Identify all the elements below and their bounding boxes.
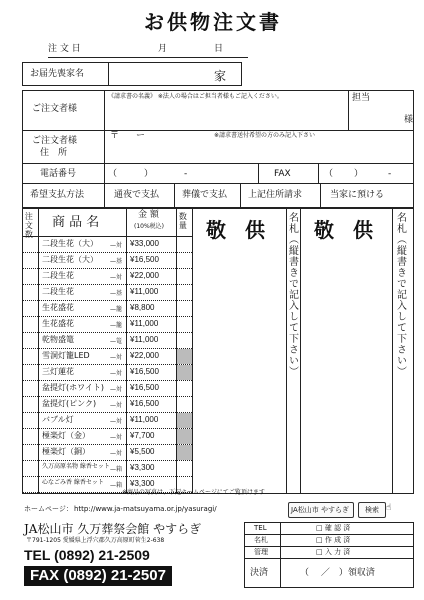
order-count-cell[interactable] <box>23 412 38 428</box>
address-label-2: 住 所 <box>40 148 68 158</box>
product-unit: —対 <box>110 370 123 377</box>
product-price: ¥8,800 <box>130 303 155 312</box>
company-tel: TEL (0892) 21-2509 <box>24 547 150 563</box>
phone-dash: - <box>184 169 188 179</box>
company-name: JA松山市 久万葬祭会館 やすらぎ <box>24 522 202 536</box>
order-count-cell[interactable] <box>23 316 38 332</box>
order-count-cell[interactable] <box>23 460 38 476</box>
order-count-cell[interactable] <box>23 396 38 412</box>
kuyo-left: 敬 供 <box>206 218 271 242</box>
office-tel-check[interactable]: □ 確 認 済 <box>316 524 351 532</box>
order-count-cell[interactable] <box>23 428 38 444</box>
product-price: ¥11,000 <box>130 415 159 424</box>
product-unit: —対 <box>110 450 123 457</box>
order-form-sheet <box>18 8 416 592</box>
product-unit: —対 <box>110 274 123 281</box>
product-price: ¥22,000 <box>130 271 159 280</box>
order-count-cell[interactable] <box>23 444 38 460</box>
payment-option-address[interactable]: 上記住所請求 <box>248 190 303 200</box>
family-name-label: お届先喪家名 <box>30 69 85 79</box>
pointer-icon: ☝ <box>386 503 392 513</box>
photo-note: ※商品の写真は、下記ホームページにてご覧頂けます <box>122 489 265 496</box>
address-label-1: ご注文者様 <box>32 136 78 146</box>
row-divider <box>22 268 192 269</box>
order-count-cell[interactable] <box>23 380 38 396</box>
row-divider <box>22 332 192 333</box>
count-header: 注文数 <box>24 212 34 239</box>
office-settle-text[interactable]: （ ／ ）領収済 <box>300 568 375 578</box>
nameplate-right-field[interactable] <box>302 244 390 492</box>
product-unit: —基 <box>110 290 123 297</box>
product-name: 生花盛花 <box>42 319 74 328</box>
product-unit: —対 <box>110 354 123 361</box>
product-price: ¥22,000 <box>130 351 159 360</box>
product-unit: —基 <box>110 258 123 265</box>
product-unit: —対 <box>110 242 123 249</box>
phone-paren-open: （ <box>108 169 118 179</box>
form-title: お供物注文書 <box>144 10 282 34</box>
kuyo-right: 敬 供 <box>314 218 379 242</box>
product-unit: —篭 <box>110 338 123 345</box>
product-name: 三灯蓮花 <box>42 367 74 376</box>
product-unit: —対 <box>110 434 123 441</box>
row-divider <box>22 428 192 429</box>
product-unit: —箱 <box>110 482 123 489</box>
order-count-cell[interactable] <box>23 332 38 348</box>
order-date-day: 日 <box>214 44 224 54</box>
phone-label: 電話番号 <box>40 169 77 179</box>
product-name: 乾物盛篭 <box>42 335 74 344</box>
phone-paren-close: ） <box>144 169 154 179</box>
customer-label: ご注文者様 <box>32 104 78 114</box>
homepage-url[interactable]: http://www.ja-matsuyama.or.jp/yasuragi/ <box>74 505 217 513</box>
qty-shaded-cell <box>177 445 192 460</box>
product-name: 盆提灯(ピンク) <box>42 399 97 408</box>
order-count-cell[interactable] <box>23 364 38 380</box>
row-divider <box>22 348 192 349</box>
search-button[interactable]: 検索 <box>358 502 386 518</box>
fax-paren-open: （ <box>324 169 334 179</box>
product-name: 二段生花（大） <box>42 239 98 248</box>
staff-label: 担当 <box>352 93 371 103</box>
product-name: バブル灯 <box>42 415 74 424</box>
product-name: 二段生花 <box>42 271 74 280</box>
product-unit: —籠 <box>110 306 123 313</box>
product-price: ¥11,000 <box>130 287 159 296</box>
product-unit: —対 <box>110 386 123 393</box>
office-manage-label: 管理 <box>254 548 268 556</box>
order-date-label: 注 文 日 <box>48 44 81 54</box>
qty-shaded-cell <box>177 349 192 364</box>
row-divider <box>22 364 192 365</box>
postal-dash: ー <box>136 131 146 141</box>
name-header: 商 品 名 <box>52 215 100 230</box>
customer-note: 《請求書の名義》 ※法人の場合はご担当者様もご記入ください。 <box>108 93 283 100</box>
order-count-cell[interactable] <box>23 252 38 268</box>
payment-label: 希望支払方法 <box>30 190 85 200</box>
order-count-cell[interactable] <box>23 300 38 316</box>
product-price: ¥33,000 <box>130 239 159 248</box>
office-tel-label: TEL <box>254 524 267 532</box>
order-date-month: 月 <box>158 44 168 54</box>
product-name: 盆提灯(ホワイト) <box>42 383 105 392</box>
row-divider <box>22 300 192 301</box>
product-name: 極楽灯（金） <box>42 431 90 440</box>
office-nameplate-check[interactable]: □ 作 成 済 <box>316 536 351 544</box>
nameplate-left-field[interactable] <box>194 244 284 492</box>
row-divider <box>22 412 192 413</box>
office-manage-check[interactable]: □ 入 力 済 <box>316 548 351 556</box>
product-price: ¥11,000 <box>130 319 159 328</box>
product-name: 生花盛花 <box>42 303 74 312</box>
row-divider <box>22 316 192 317</box>
price-subheader: (10%税込) <box>134 223 165 230</box>
row-divider <box>22 476 192 477</box>
nameplate-left-label: 名札（縦書きで記入して下さい） <box>286 212 298 377</box>
fax-paren-close: ） <box>354 169 364 179</box>
product-name: 二段生花（大） <box>42 255 98 264</box>
row-divider <box>22 380 192 381</box>
office-nameplate-label: 名札 <box>254 536 268 544</box>
product-name: 久万高原名物 線香セット <box>42 463 110 470</box>
address-note: ※請求書送付希望の方のみ記入下さい <box>214 132 316 139</box>
row-divider <box>22 396 192 397</box>
qty-shaded-cell <box>177 429 192 444</box>
product-price: ¥11,000 <box>130 335 159 344</box>
payment-option-family[interactable]: 当家に預ける <box>330 190 385 200</box>
family-suffix: 家 <box>214 69 227 83</box>
postal-mark: 〒 <box>110 131 120 141</box>
order-count-cell[interactable] <box>23 268 38 284</box>
product-price: ¥3,300 <box>130 463 155 472</box>
nameplate-right-label: 名札（縦書きで記入して下さい） <box>394 212 406 377</box>
company-fax: FAX (0892) 21-2507 <box>24 566 172 586</box>
qty-shaded-cell <box>177 365 192 380</box>
address-field[interactable] <box>106 142 412 162</box>
fax-dash: - <box>388 169 392 179</box>
order-count-cell[interactable] <box>23 284 38 300</box>
price-header: 金 額 <box>138 210 159 220</box>
company-address: 〒791-1205 愛媛県上浮穴郡久万高原町菅生2-638 <box>26 537 165 544</box>
product-price: ¥16,500 <box>130 399 159 408</box>
product-price: ¥16,500 <box>130 383 159 392</box>
search-box[interactable]: JA松山市 やすらぎ <box>288 502 354 518</box>
product-unit: —対 <box>110 418 123 425</box>
office-settle-label: 決済 <box>250 568 269 578</box>
row-divider <box>22 252 192 253</box>
order-count-cell[interactable] <box>23 348 38 364</box>
row-divider <box>22 284 192 285</box>
product-unit: —籠 <box>110 322 123 329</box>
qty-header: 数量 <box>178 212 188 230</box>
product-price: ¥7,700 <box>130 431 155 440</box>
product-unit: —箱 <box>110 466 123 473</box>
payment-option-tsuya[interactable]: 通夜で支払 <box>114 190 160 200</box>
qty-shaded-cell <box>177 413 192 428</box>
row-divider <box>22 460 192 461</box>
order-count-cell[interactable] <box>23 236 38 252</box>
product-name: 心なごみ香 線香セット <box>42 479 104 486</box>
product-price: ¥5,500 <box>130 447 155 456</box>
product-unit: —対 <box>110 402 123 409</box>
product-price: ¥16,500 <box>130 255 159 264</box>
product-name: 雪洞灯籠LED <box>42 351 90 360</box>
payment-option-sougi[interactable]: 葬儀で支払 <box>182 190 228 200</box>
product-name: 二段生花 <box>42 287 74 296</box>
homepage-label: ホームページ： <box>24 505 73 513</box>
product-price: ¥3,300 <box>130 479 155 488</box>
customer-sama: 様 <box>404 115 414 125</box>
product-price: ¥16,500 <box>130 367 159 376</box>
order-count-cell[interactable] <box>23 476 38 492</box>
customer-name-field[interactable] <box>106 104 344 128</box>
product-name: 極楽灯（銅） <box>42 447 90 456</box>
row-divider <box>22 444 192 445</box>
fax-label: FAX <box>274 169 291 179</box>
